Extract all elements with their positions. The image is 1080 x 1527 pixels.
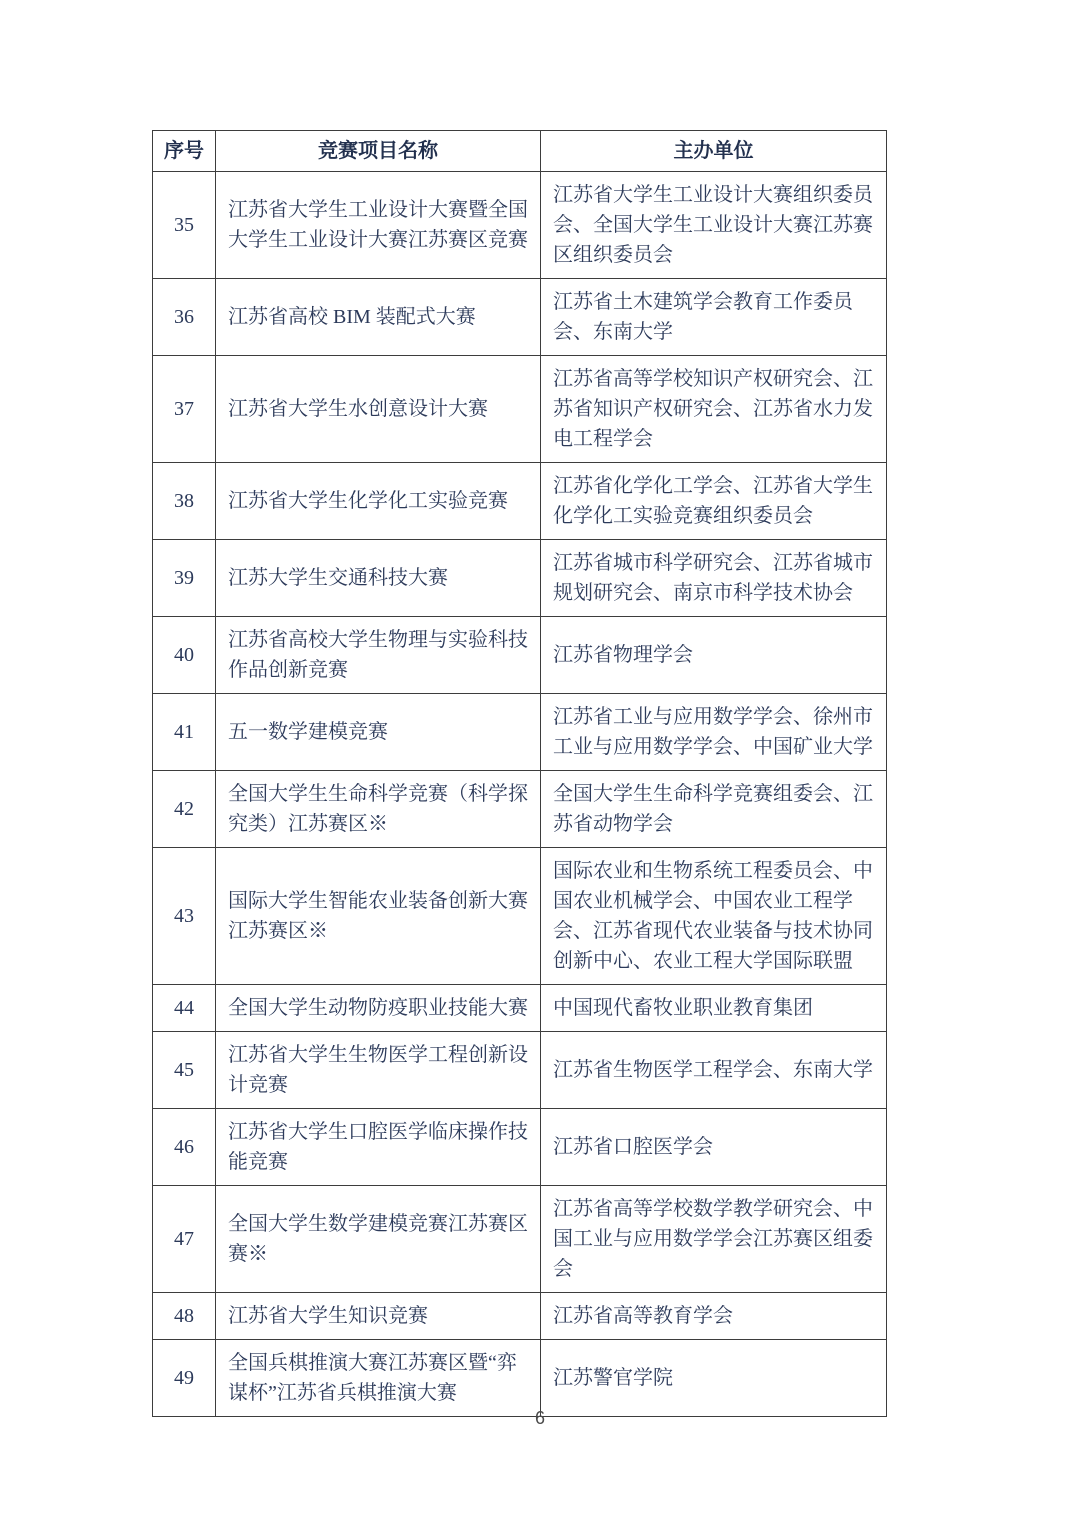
organizer: 江苏省高等学校知识产权研究会、江苏省知识产权研究会、江苏省水力发电工程学会 bbox=[541, 356, 887, 463]
header-organizer: 主办单位 bbox=[541, 131, 887, 172]
competition-table bbox=[152, 130, 887, 1417]
row-number: 38 bbox=[153, 463, 216, 540]
organizer: 江苏省高等教育学会 bbox=[541, 1293, 887, 1340]
table-row bbox=[153, 1109, 887, 1186]
row-number: 47 bbox=[153, 1186, 216, 1293]
document-page bbox=[152, 130, 886, 1417]
table-row bbox=[153, 540, 887, 617]
organizer: 中国现代畜牧业职业教育集团 bbox=[541, 985, 887, 1032]
competition-name: 江苏省大学生化学化工实验竞赛 bbox=[216, 463, 541, 540]
organizer: 江苏省生物医学工程学会、东南大学 bbox=[541, 1032, 887, 1109]
organizer: 江苏警官学院 bbox=[541, 1340, 887, 1417]
row-number: 42 bbox=[153, 771, 216, 848]
table-row bbox=[153, 1186, 887, 1293]
competition-name: 江苏省大学生工业设计大赛暨全国大学生工业设计大赛江苏赛区竞赛 bbox=[216, 172, 541, 279]
table-row bbox=[153, 1293, 887, 1340]
table-row bbox=[153, 848, 887, 985]
competition-name: 全国大学生动物防疫职业技能大赛 bbox=[216, 985, 541, 1032]
header-competition-name: 竞赛项目名称 bbox=[216, 131, 541, 172]
organizer: 江苏省工业与应用数学学会、徐州市工业与应用数学学会、中国矿业大学 bbox=[541, 694, 887, 771]
competition-name: 全国大学生生命科学竞赛（科学探究类）江苏赛区※ bbox=[216, 771, 541, 848]
row-number: 46 bbox=[153, 1109, 216, 1186]
competition-name: 江苏省大学生口腔医学临床操作技能竞赛 bbox=[216, 1109, 541, 1186]
table-row bbox=[153, 985, 887, 1032]
table-row bbox=[153, 617, 887, 694]
header-serial-number: 序号 bbox=[153, 131, 216, 172]
row-number: 41 bbox=[153, 694, 216, 771]
organizer: 江苏省化学化工学会、江苏省大学生化学化工实验竞赛组织委员会 bbox=[541, 463, 887, 540]
competition-name: 江苏省大学生生物医学工程创新设计竞赛 bbox=[216, 1032, 541, 1109]
table-row bbox=[153, 771, 887, 848]
competition-name: 江苏省大学生水创意设计大赛 bbox=[216, 356, 541, 463]
organizer: 江苏省土木建筑学会教育工作委员会、东南大学 bbox=[541, 279, 887, 356]
organizer: 江苏省口腔医学会 bbox=[541, 1109, 887, 1186]
table-row bbox=[153, 694, 887, 771]
competition-name: 国际大学生智能农业装备创新大赛江苏赛区※ bbox=[216, 848, 541, 985]
table-row bbox=[153, 279, 887, 356]
competition-name: 江苏省高校 BIM 装配式大赛 bbox=[216, 279, 541, 356]
row-number: 44 bbox=[153, 985, 216, 1032]
row-number: 39 bbox=[153, 540, 216, 617]
organizer: 江苏省城市科学研究会、江苏省城市规划研究会、南京市科学技术协会 bbox=[541, 540, 887, 617]
competition-name: 全国大学生数学建模竞赛江苏赛区赛※ bbox=[216, 1186, 541, 1293]
row-number: 43 bbox=[153, 848, 216, 985]
row-number: 35 bbox=[153, 172, 216, 279]
competition-name: 江苏省高校大学生物理与实验科技作品创新竞赛 bbox=[216, 617, 541, 694]
table-row bbox=[153, 356, 887, 463]
competition-name: 江苏省大学生知识竞赛 bbox=[216, 1293, 541, 1340]
table-row bbox=[153, 463, 887, 540]
table-row bbox=[153, 1340, 887, 1417]
table-row bbox=[153, 1032, 887, 1109]
organizer: 国际农业和生物系统工程委员会、中国农业机械学会、中国农业工程学会、江苏省现代农业装备与技术协同创新中心、农业工程大学国际联盟 bbox=[541, 848, 887, 985]
row-number: 36 bbox=[153, 279, 216, 356]
competition-name: 江苏大学生交通科技大赛 bbox=[216, 540, 541, 617]
organizer: 江苏省物理学会 bbox=[541, 617, 887, 694]
competition-name: 五一数学建模竞赛 bbox=[216, 694, 541, 771]
organizer: 全国大学生生命科学竞赛组委会、江苏省动物学会 bbox=[541, 771, 887, 848]
page-number: 6 bbox=[534, 1408, 545, 1428]
row-number: 48 bbox=[153, 1293, 216, 1340]
row-number: 37 bbox=[153, 356, 216, 463]
competition-name: 全国兵棋推演大赛江苏赛区暨“弈谋杯”江苏省兵棋推演大赛 bbox=[216, 1340, 541, 1417]
organizer: 江苏省高等学校数学教学研究会、中国工业与应用数学学会江苏赛区组委会 bbox=[541, 1186, 887, 1293]
table-row bbox=[153, 172, 887, 279]
table-header-row bbox=[153, 131, 887, 172]
row-number: 49 bbox=[153, 1340, 216, 1417]
row-number: 40 bbox=[153, 617, 216, 694]
organizer: 江苏省大学生工业设计大赛组织委员会、全国大学生工业设计大赛江苏赛区组织委员会 bbox=[541, 172, 887, 279]
row-number: 45 bbox=[153, 1032, 216, 1109]
